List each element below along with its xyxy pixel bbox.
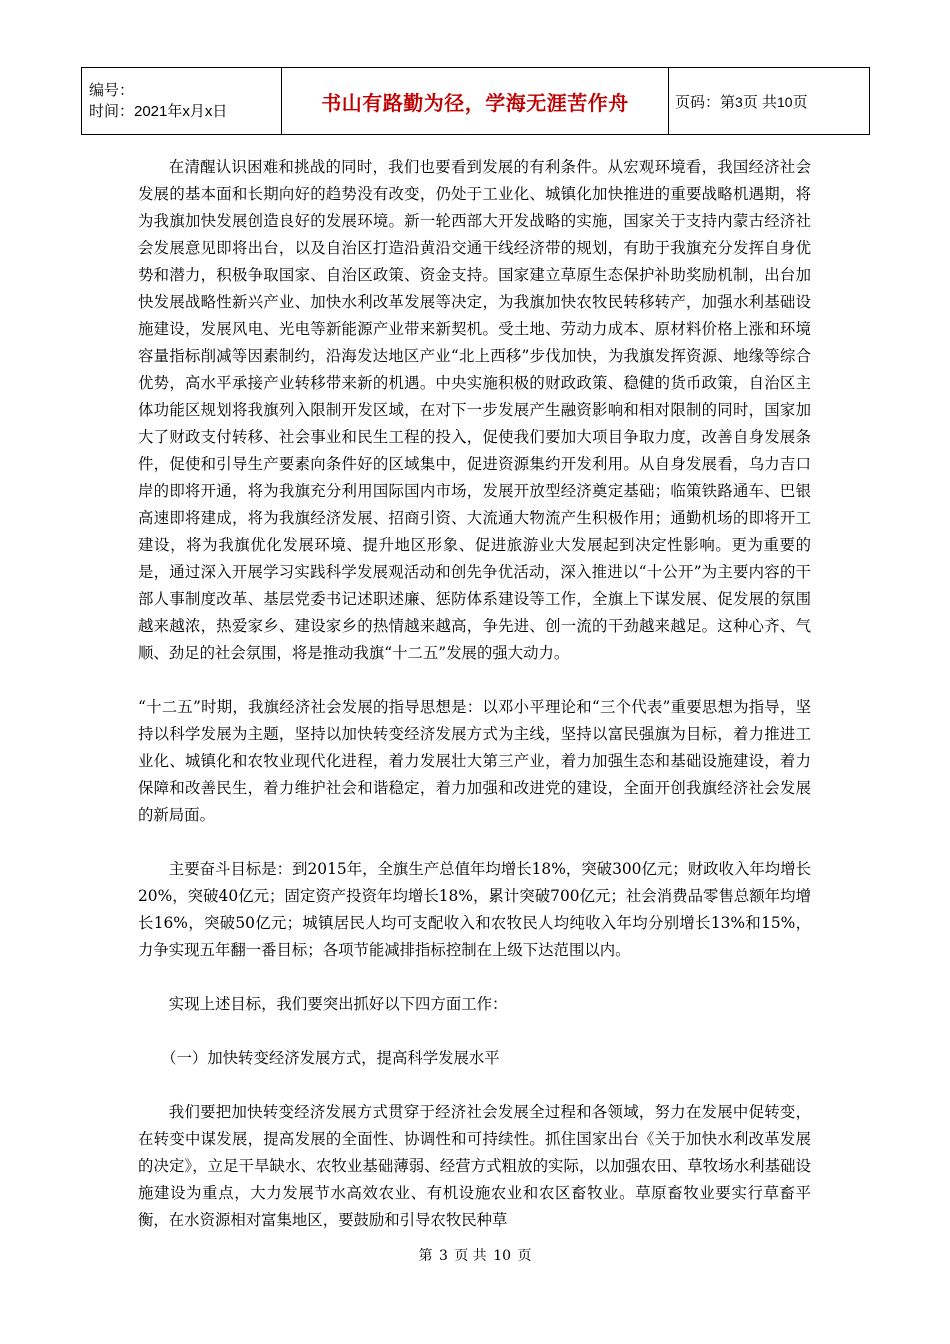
footer-total-pages: 10 bbox=[493, 1248, 512, 1264]
header-page-label: 页码：第 bbox=[675, 93, 736, 111]
section-heading-1: （一）加快转变经济发展方式，提高科学发展水平 bbox=[161, 1049, 500, 1067]
paragraph-favorable-conditions: 在清醒认识困难和挑战的同时，我们也要看到发展的有利条件。从宏观环境看，我国经济社会发展的基本面和长期向好的趋势没有改变，仍处于工业化、城镇化加快推进的重要战略机遇期，将为我旗加快发展创造良好的发展环境。新一轮西部大开发战略的实施，国家关于支持内蒙古经济社会发展意见即将出台，以及自治区打造沿黄沿交通干线经济带的规划，有助于我旗充分发挥自身优势和潜力，积极争取国家、自治区政策、资金支持。国家建立草原生态保护补助奖励机制，出台加快发展战略性新兴产业、加快水利改革发展等决定，为我旗加快农牧民转移转产，加强水利基础设施建设，发展风电、光电等新能源产业带来新契机。受土地、劳动力成本、原材料价格上涨和环境容量指标削减等因素制约，沿海发达地区产业“北上西移”步伐加快，为我旗发挥资源、地缘等综合优势，高水平承接产业转移带来新的机遇。中央实施积极的财政政策、稳健的货币政策，自治区主体功能区规划将我旗列入限制开发区域，在对下一步发展产生融资影响和相对限制的同时，国家加大了财政支付转移、社会事业和民生工程的投入，促使我们要加大项目争取力度，改善自身发展条件，促使和引导生产要素向条件好的区域集中，促进资源集约开发利用。从自身发展看，乌力吉口岸的即将开通，将为我旗充分利用国际国内市场，发展开放型经济奠定基础；临策铁路通车、巴银高速即将建成，将为我旗经济发展、招商引资、大流通大物流产生积极作用；通勤机场的即将开工建设，将为我旗优化发展环境、提升地区形象、促进旅游业大发展起到决定性影响。更为重要的是，通过深入开展学习实践科学发展观活动和创先争优活动，深入推进以“十公开”为主要内容的干部人事制度改革、基层党委书记述职述廉、惩防体系建设等工作，全旗上下谋发展、促发展的氛围越来越浓，热爱家乡、建设家乡的热情越来越高，争先进、创一流的干劲越来越足。这种心齐、气顺、劲足的社会氛围，将是推动我旗“十二五”发展的强大动力。 bbox=[138, 158, 811, 662]
document-number-label: 编号： bbox=[89, 82, 135, 99]
page-footer bbox=[0, 1246, 950, 1266]
paragraph-transform-development: 我们要把加快转变经济发展方式贯穿于经济社会发展全过程和各领域，努力在发展中促转变，在转变中谋发展，提高发展的全面性、协调性和可持续性。抓住国家出台《关于加快水利改革发展的决定》，立足干旱缺水、农牧业基础薄弱、经营方式粗放的实际，以加强农田、草牧场水利基础设施建设为重点，大力发展节水高效农业、有机设施农业和农区畜牧业。草原畜牧业要实行草畜平衡，在水资源相对富集地区，要鼓励和引导农牧民种草 bbox=[138, 1103, 811, 1229]
header-page-total: 10 bbox=[776, 93, 793, 110]
document-time-label: 时间：2021年x月x日 bbox=[89, 103, 228, 120]
document-body bbox=[138, 154, 811, 1234]
paragraph-main-goals: 主要奋斗目标是：到2015年，全旗生产总值年均增长18%，突破300亿元；财政收入年均增长20%，突破40亿元；固定资产投资年均增长18%，累计突破700亿元；社会消费品零售总额年均增长16%，突破50亿元；城镇居民人均可支配收入和农牧民人均纯收入年均分别增长13%和15%，力争实现五年翻一番目标；各项节能减排指标控制在上级下达范围以内。 bbox=[138, 860, 811, 959]
footer-suffix: 页 bbox=[517, 1248, 532, 1264]
header-page-current: 3 bbox=[735, 93, 743, 110]
header-info-cell bbox=[82, 68, 282, 135]
header-page-mid: 页 共 bbox=[742, 93, 777, 111]
header-motto: 书山有路勤为径，学海无涯苦作舟 bbox=[282, 68, 669, 135]
paragraph-four-tasks: 实现上述目标，我们要突出抓好以下四方面工作： bbox=[168, 995, 508, 1013]
paragraph-guiding-ideology: “十二五”时期，我旗经济社会发展的指导思想是：以邓小平理论和“三个代表”重要思想为指导，坚持以科学发展为主题，坚持以加快转变经济发展方式为主线，坚持以富民强旗为目标，着力推进工业化、城镇化和农牧业现代化进程，着力发展壮大第三产业，着力加强生态和基础设施建设，着力保障和改善民生，着力维护社会和谐稳定，着力加强和改进党的建设，全面开创我旗经济社会发展的新局面。 bbox=[138, 698, 811, 824]
footer-prefix: 第 bbox=[418, 1248, 433, 1264]
footer-mid: 页 共 bbox=[454, 1248, 487, 1264]
header-page-end: 页 bbox=[792, 93, 808, 111]
footer-current-page: 3 bbox=[438, 1248, 448, 1264]
header-page-info bbox=[669, 68, 870, 135]
document-header bbox=[81, 67, 870, 135]
